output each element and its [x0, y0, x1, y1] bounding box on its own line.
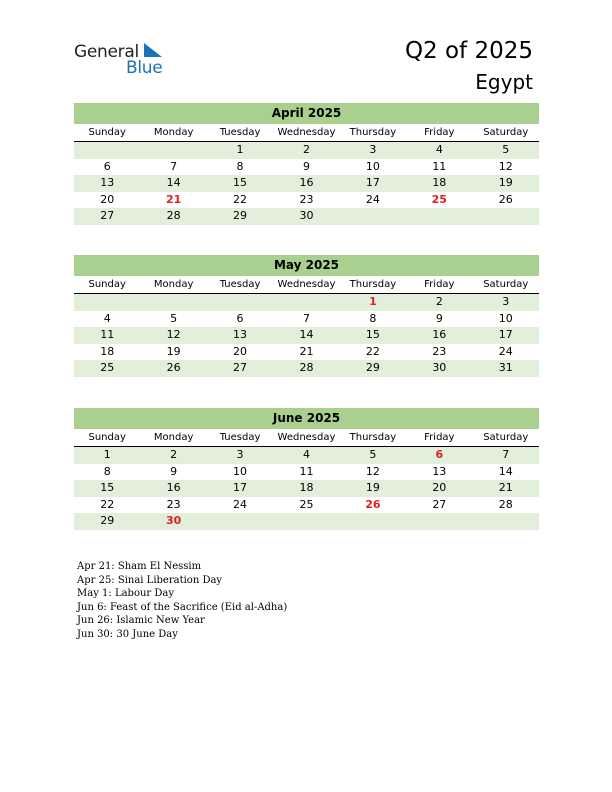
day-cell: 21 [498, 481, 513, 494]
holiday-day-cell: 6 [435, 448, 444, 461]
day-cell: 15 [233, 176, 248, 189]
day-cell [473, 208, 539, 225]
day-cell: 13 [432, 464, 447, 478]
day-cell: 8 [369, 311, 377, 325]
logo-triangle-icon [142, 43, 162, 59]
day-cell: 8 [236, 159, 244, 173]
day-cell: 19 [498, 176, 513, 189]
day-cell: 9 [170, 464, 178, 478]
day-cell: 30 [299, 209, 314, 222]
weekday-label: Sunday [88, 127, 126, 138]
day-cell [74, 294, 140, 311]
day-cell [273, 294, 339, 311]
day-cell: 16 [299, 176, 314, 189]
holiday-note: Jun 6: Feast of the Sacrifice (Eid al-Adha) [77, 601, 288, 613]
day-cell: 23 [432, 344, 447, 358]
month-may [74, 255, 539, 377]
day-cell: 15 [100, 481, 115, 494]
weekday-label: Wednesday [277, 432, 336, 443]
day-cell: 4 [302, 448, 310, 461]
day-cell [340, 513, 406, 530]
day-cell: 23 [166, 497, 181, 511]
day-cell: 18 [432, 176, 447, 189]
weekday-label: Friday [424, 279, 455, 290]
day-cell [207, 294, 273, 311]
week-row [74, 142, 539, 159]
country-name: Egypt [475, 70, 533, 94]
day-cell: 4 [103, 311, 111, 325]
weekday-label: Thursday [349, 432, 397, 443]
day-cell: 25 [100, 361, 115, 374]
week-row [74, 344, 539, 361]
day-cell: 13 [100, 176, 115, 189]
day-cell: 2 [435, 295, 443, 308]
month-june [74, 408, 539, 530]
day-cell: 29 [100, 514, 115, 527]
weekday-label: Monday [153, 432, 194, 443]
day-cell: 2 [170, 448, 178, 461]
week-row [74, 192, 539, 209]
weekday-label: Tuesday [219, 279, 261, 290]
day-cell: 20 [100, 192, 115, 206]
day-cell: 24 [233, 497, 248, 511]
day-cell: 11 [100, 328, 115, 341]
day-cell: 19 [166, 344, 181, 358]
day-cell: 23 [299, 192, 314, 206]
day-cell: 3 [236, 448, 244, 461]
day-cell [207, 513, 273, 530]
weekday-label: Friday [424, 127, 455, 138]
holiday-note: Jun 30: 30 June Day [77, 628, 178, 640]
day-cell: 12 [498, 159, 513, 173]
day-cell: 29 [365, 361, 380, 374]
weekday-label: Thursday [349, 127, 397, 138]
day-cell: 16 [432, 328, 447, 341]
day-cell: 14 [166, 176, 181, 189]
day-cell: 18 [299, 481, 314, 494]
week-row [74, 447, 539, 464]
holiday-day-cell: 26 [365, 497, 381, 511]
page-title: Q2 of 2025 [404, 38, 533, 64]
day-cell [340, 208, 406, 225]
week-row [74, 497, 539, 514]
weekday-label: Thursday [349, 279, 397, 290]
day-cell: 15 [365, 328, 380, 341]
weekday-label: Sunday [88, 279, 126, 290]
weekday-label: Tuesday [219, 127, 261, 138]
day-cell: 28 [299, 361, 314, 374]
weekday-header-row [74, 429, 539, 447]
weekday-label: Wednesday [277, 279, 336, 290]
week-row [74, 159, 539, 176]
weekday-label: Tuesday [219, 432, 261, 443]
day-cell: 27 [100, 209, 115, 222]
holiday-day-cell: 30 [165, 514, 182, 527]
day-cell: 10 [233, 464, 248, 478]
day-cell: 10 [498, 311, 513, 325]
day-cell: 7 [302, 311, 310, 325]
day-cell: 18 [100, 344, 115, 358]
day-cell [140, 142, 206, 159]
month-april [74, 103, 539, 225]
holiday-day-cell: 25 [431, 192, 447, 206]
day-cell: 1 [236, 143, 244, 156]
holiday-note: May 1: Labour Day [77, 588, 174, 599]
week-row [74, 480, 539, 497]
week-row [74, 327, 539, 344]
day-cell: 31 [498, 361, 513, 374]
day-cell: 17 [233, 481, 248, 494]
month-title: June 2025 [74, 408, 539, 429]
day-cell: 26 [166, 361, 181, 374]
day-cell: 16 [166, 481, 181, 494]
day-cell: 10 [365, 159, 380, 173]
day-cell: 22 [100, 497, 115, 511]
week-row [74, 360, 539, 377]
holiday-note: Jun 26: Islamic New Year [77, 615, 205, 626]
day-cell: 6 [236, 311, 244, 325]
weekday-label: Saturday [483, 279, 529, 290]
day-cell: 28 [498, 497, 513, 511]
logo-text-blue: Blue [126, 58, 163, 78]
week-row [74, 294, 539, 311]
day-cell [406, 513, 472, 530]
holiday-notes [77, 560, 287, 641]
day-cell [406, 208, 472, 225]
day-cell: 12 [166, 328, 181, 341]
day-cell: 17 [365, 176, 380, 189]
day-cell: 9 [435, 311, 443, 325]
day-cell: 9 [302, 159, 310, 173]
week-row [74, 513, 539, 530]
weekday-label: Sunday [88, 432, 126, 443]
day-cell: 29 [233, 209, 248, 222]
week-row [74, 175, 539, 192]
day-cell: 24 [365, 192, 380, 206]
holiday-day-cell: 1 [369, 295, 377, 308]
month-title: April 2025 [74, 103, 539, 124]
holiday-day-cell: 21 [165, 192, 182, 206]
day-cell: 1 [103, 448, 111, 461]
day-cell: 20 [233, 344, 248, 358]
day-cell: 8 [103, 464, 111, 478]
day-cell [74, 142, 140, 159]
day-cell: 26 [498, 192, 513, 206]
weekday-header-row [74, 276, 539, 294]
day-cell: 6 [103, 159, 111, 173]
weekday-label: Friday [424, 432, 455, 443]
holiday-note: Apr 21: Sham El Nessim [77, 561, 202, 572]
day-cell: 24 [498, 344, 513, 358]
day-cell: 19 [365, 481, 380, 494]
day-cell: 27 [233, 361, 248, 374]
day-cell: 7 [502, 448, 510, 461]
day-cell: 11 [432, 159, 447, 173]
day-cell: 5 [502, 143, 510, 156]
day-cell: 3 [502, 295, 510, 308]
day-cell: 22 [233, 192, 248, 206]
day-cell: 21 [299, 344, 314, 358]
day-cell: 3 [369, 143, 377, 156]
day-cell: 25 [299, 497, 314, 511]
day-cell [473, 513, 539, 530]
day-cell: 30 [432, 361, 447, 374]
day-cell: 14 [498, 464, 513, 478]
week-row [74, 208, 539, 225]
month-title: May 2025 [74, 255, 539, 276]
day-cell: 7 [170, 159, 178, 173]
week-row [74, 311, 539, 328]
weekday-header-row [74, 124, 539, 142]
day-cell: 4 [435, 143, 443, 156]
day-cell: 11 [299, 464, 314, 478]
weekday-label: Saturday [483, 127, 529, 138]
day-cell [140, 294, 206, 311]
generalblue-logo [74, 42, 184, 78]
day-cell: 5 [170, 311, 178, 325]
day-cell: 20 [432, 481, 447, 494]
day-cell: 22 [365, 344, 380, 358]
logo-text-general: General [74, 42, 139, 62]
day-cell: 5 [369, 448, 377, 461]
day-cell: 2 [302, 143, 310, 156]
day-cell: 27 [432, 497, 447, 511]
day-cell [273, 513, 339, 530]
weekday-label: Monday [153, 279, 194, 290]
weekday-label: Wednesday [277, 127, 336, 138]
weekday-label: Saturday [483, 432, 529, 443]
day-cell: 17 [498, 328, 513, 341]
day-cell: 14 [299, 328, 314, 341]
day-cell: 12 [365, 464, 380, 478]
holiday-note: Apr 25: Sinai Liberation Day [77, 574, 223, 586]
weekday-label: Monday [153, 127, 194, 138]
week-row [74, 464, 539, 481]
day-cell: 13 [233, 328, 248, 341]
day-cell: 28 [166, 209, 181, 222]
